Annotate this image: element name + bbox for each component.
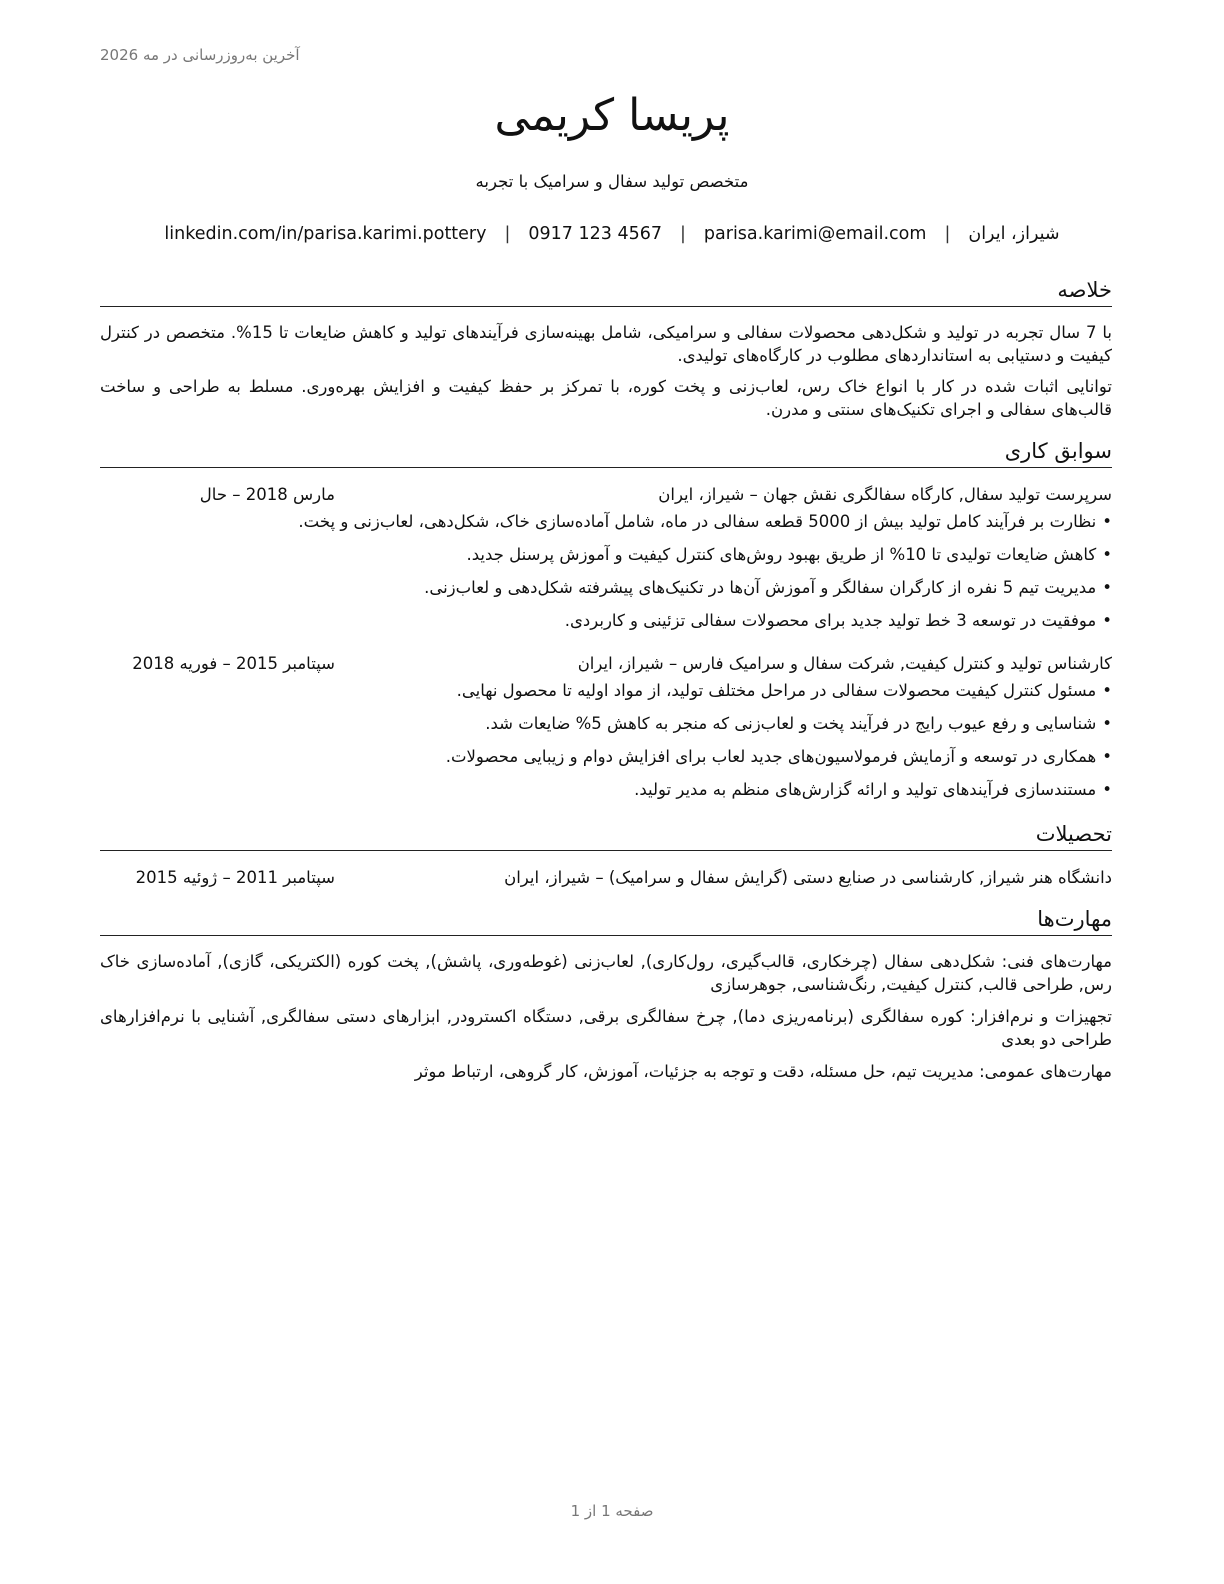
bullet-icon: • (1102, 578, 1112, 597)
skills-general: مهارت‌های عمومی: مدیریت تیم، حل مسئله، دقت و توجه به جزئیات، آموزش، کار گروهی، ارتباط موثر (414, 1062, 1112, 1081)
contact-line (100, 224, 1124, 244)
contact-separator: | (944, 224, 951, 244)
list-item: •شناسایی و رفع عیوب رایج در فرآیند پخت و لعاب‌زنی که منجر به کاهش 5% ضایعات شد. (485, 714, 1112, 733)
experience-section (100, 437, 1112, 802)
job-header (100, 482, 1112, 508)
bullet-icon: • (1102, 512, 1112, 531)
list-item: •نظارت بر فرآیند کامل تولید بیش از 5000 قطعه سفالی در ماه، شامل آماده‌سازی خاک، شکل‌دهی، لعاب‌زنی و پخت. (298, 512, 1112, 531)
job-date: مارس 2018 – حال (199, 485, 335, 504)
list-item: •مسئول کنترل کیفیت محصولات سفالی در مراحل مختلف تولید، از مواد اولیه تا محصول نهایی. (456, 681, 1112, 700)
summary-paragraph: با 7 سال تجربه در تولید و شکل‌دهی محصولات سفالی و سرامیکی، شامل بهینه‌سازی فرآیندهای تولید و کاهش ضایعات تا 15%. متخصص در کنترل کیفیت و دستیابی به استانداردهای مطلوب در کارگاه‌های تولیدی. (100, 323, 1112, 365)
list-item: •موفقیت در توسعه 3 خط تولید جدید برای محصولات سفالی تزئینی و کاربردی. (564, 611, 1112, 630)
bullet-icon: • (1102, 714, 1112, 733)
summary-paragraph: توانایی اثبات شده در کار با انواع خاک رس، لعاب‌زنی و پخت کوره، با تمرکز بر حفظ کیفیت و افزایش بهره‌وری. مسلط به طراحی و ساخت قالب‌های سفالی و اجرای تکنیک‌های سنتی و مدرن. (100, 377, 1112, 419)
resume-content (100, 276, 1112, 1092)
candidate-tagline: متخصص تولید سفال و سرامیک با تجربه (475, 172, 749, 191)
contact-email[interactable]: parisa.karimi@email.com (703, 224, 927, 244)
section-title-skills: مهارت‌ها (100, 905, 1112, 936)
section-title-education: تحصیلات (100, 820, 1112, 851)
job-bullets (100, 510, 1112, 633)
bullet-icon: • (1102, 780, 1112, 799)
candidate-name: پریسا کریمی (494, 90, 730, 141)
list-item: •کاهش ضایعات تولیدی تا 10% از طریق بهبود روش‌های کنترل کیفیت و آموزش پرسنل جدید. (466, 545, 1112, 564)
skills-technical: مهارت‌های فنی: شکل‌دهی سفال (چرخکاری، قالب‌گیری، رول‌کاری), لعاب‌زنی (غوطه‌وری، پاشش), پخت کوره (الکتریکی، گازی), آماده‌سازی خاک رس, طراحی قالب, کنترل کیفیت, رنگ‌شناسی, جوهرسازی (100, 952, 1112, 994)
list-item: •مدیریت تیم 5 نفره از کارگران سفالگر و آموزش آن‌ها در تکنیک‌های پیشرفته شکل‌دهی و لعاب‌زنی. (424, 578, 1112, 597)
education-section (100, 820, 1112, 905)
contact-linkedin[interactable]: linkedin.com/in/parisa.karimi.pottery (164, 224, 487, 244)
bullet-icon: • (1102, 681, 1112, 700)
education-entry (100, 865, 1112, 905)
skills-equipment: تجهیزات و نرم‌افزار: کوره سفالگری (برنامه‌ریزی دما), چرخ سفالگری برقی, دستگاه اکسترودر, ابزارهای دستی سفالگری, آشنایی با نرم‌افزارهای طراحی دو بعدی (100, 1007, 1112, 1049)
job-title: سرپرست تولید سفال, کارگاه سفالگری نقش جهان – شیراز، ایران (658, 485, 1112, 504)
list-item: •همکاری در توسعه و آزمایش فرمولاسیون‌های جدید لعاب برای افزایش دوام و زیبایی محصولات. (445, 747, 1112, 766)
job-entry (100, 651, 1112, 802)
bullet-icon: • (1102, 545, 1112, 564)
contact-separator: | (504, 224, 511, 244)
job-entry (100, 482, 1112, 633)
skills-section (100, 905, 1112, 1083)
bullet-icon: • (1102, 747, 1112, 766)
job-title: کارشناس تولید و کنترل کیفیت, شرکت سفال و سرامیک فارس – شیراز، ایران (577, 654, 1112, 673)
list-item: •مستندسازی فرآیندهای تولید و ارائه گزارش‌های منظم به مدیر تولید. (634, 780, 1112, 799)
summary-section (100, 276, 1112, 421)
section-title-experience: سوابق کاری (100, 437, 1112, 468)
last-updated-note: آخرین به‌روزرسانی در مه 2026 (100, 46, 300, 64)
contact-phone[interactable]: 0917 123 4567 (528, 224, 663, 244)
section-title-summary: خلاصه (100, 276, 1112, 307)
job-date: سپتامبر 2015 – فوریه 2018 (132, 654, 335, 673)
contact-separator: | (680, 224, 686, 244)
education-title: دانشگاه هنر شیراز, کارشناسی در صنایع دستی (گرایش سفال و سرامیک) – شیراز، ایران (504, 868, 1112, 887)
bullet-icon: • (1102, 611, 1112, 630)
job-bullets (100, 679, 1112, 802)
job-header (100, 651, 1112, 677)
contact-location: شیراز، ایران (968, 224, 1060, 244)
education-date: سپتامبر 2011 – ژوئیه 2015 (135, 868, 335, 887)
page-number: صفحه 1 از 1 (570, 1502, 654, 1520)
